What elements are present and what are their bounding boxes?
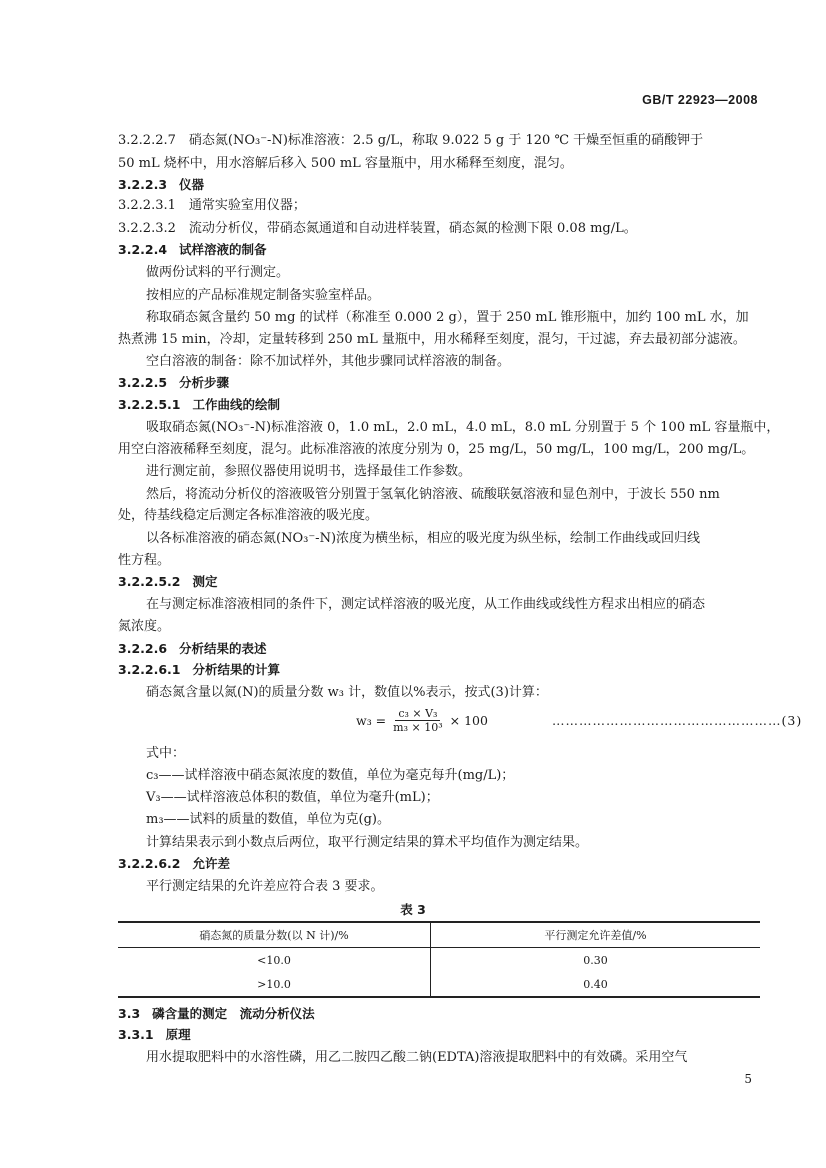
table-header-cell: 平行测定允许差值/%	[431, 922, 761, 948]
section-heading	[118, 1026, 758, 1044]
section-title: 原理	[165, 1027, 191, 1042]
section-number: 3.2.2.5	[118, 375, 168, 390]
section-heading	[118, 241, 758, 259]
section-number: 3.2.2.5.1	[118, 397, 181, 412]
section-title: 试样溶液的制备	[179, 242, 267, 257]
section-heading	[118, 640, 758, 658]
text-line: 式中：	[146, 746, 186, 761]
table-header-cell: 硝态氮的质量分数(以 N 计)/%	[118, 922, 431, 948]
text-line: 计算结果表示到小数点后两位，取平行测定结果的算术平均值作为测定结果。	[146, 835, 589, 850]
text-line: 3.2.2.3.1 通常实验室用仪器；	[118, 198, 306, 213]
equation-number: ……………………………………………(3)	[552, 713, 803, 728]
section-heading	[118, 573, 758, 591]
table-cell: 0.30	[583, 953, 608, 967]
text-line: 氮浓度。	[118, 619, 171, 634]
section-heading	[118, 1005, 758, 1023]
formula-tail: × 100	[449, 713, 488, 728]
text-line: 吸取硝态氮(NO₃⁻-N)标准溶液 0，1.0 mL，2.0 mL，4.0 mL，8.0 mL 分别置于 5 个 100 mL 容量瓶中，	[146, 420, 780, 435]
table-3	[118, 921, 760, 998]
text-line: 3.2.2.3.2 流动分析仪，带硝态氮通道和自动进样装置，硝态氮的检测下限 0.08 mg/L。	[118, 221, 637, 236]
text-line: 进行测定前，参照仪器使用说明书，选择最佳工作参数。	[146, 464, 472, 479]
section-title: 工作曲线的绘制	[192, 397, 280, 412]
text-line: 性方程。	[118, 553, 171, 568]
section-number: 3.3	[118, 1006, 141, 1021]
section-heading	[118, 396, 758, 414]
section-heading	[118, 855, 758, 873]
table-cell: 0.40	[431, 972, 761, 997]
table-caption: 表 3	[400, 902, 426, 917]
standard-number: GB/T 22923—2008	[642, 93, 758, 107]
page-number: 5	[744, 1072, 752, 1086]
text-line: 用水提取肥料中的水溶性磷，用乙二胺四乙酸二钠(EDTA)溶液提取肥料中的有效磷。采用空气	[146, 1050, 688, 1065]
section-number: 3.2.2.5.2	[118, 574, 181, 589]
section-title: 允许差	[192, 856, 230, 871]
table-cell: <10.0	[118, 948, 431, 973]
section-title: 仪器	[179, 177, 205, 192]
text-line: 用空白溶液稀释至刻度，混匀。此标准溶液的浓度分别为 0，25 mg/L，50 mg/L，100 mg/L，200 mg/L。	[118, 442, 755, 457]
text-line: 50 mL 烧杯中，用水溶解后移入 500 mL 容量瓶中，用水稀释至刻度，混匀。	[118, 156, 573, 171]
text-line: 在与测定标准溶液相同的条件下，测定试样溶液的吸光度，从工作曲线或线性方程求出相应的硝态	[146, 597, 706, 612]
text-line: 称取硝态氮含量约 50 mg 的试样（称准至 0.000 2 g），置于 250 mL 锥形瓶中，加约 100 mL 水，加	[146, 310, 749, 325]
text-line: 热煮沸 15 min，冷却，定量转移到 250 mL 量瓶中，用水稀释至刻度，混匀，干过滤，弃去最初部分滤液。	[118, 332, 746, 347]
section-title: 测定	[192, 574, 218, 589]
text-line: 以各标准溶液的硝态氮(NO₃⁻-N)浓度为横坐标，相应的吸光度为纵坐标，绘制工作曲线或回归线	[146, 531, 701, 546]
section-number: 3.2.2.6.2	[118, 856, 181, 871]
text-line: 空白溶液的制备：除不加试样外，其他步骤同试样溶液的制备。	[146, 354, 511, 369]
formula-numerator: c₃ × V₃	[395, 707, 440, 721]
text-line: 做两份试料的平行测定。	[146, 265, 290, 280]
section-number: 3.3.1	[118, 1027, 154, 1042]
text-line: c₃——试样溶液中硝态氮浓度的数值，单位为毫克每升(mg/L)；	[146, 768, 515, 783]
table-row	[118, 948, 760, 973]
formula-lhs: w₃ =	[356, 713, 387, 728]
section-heading	[118, 661, 758, 679]
text-line: V₃——试样溶液总体积的数值，单位为毫升(mL)；	[146, 790, 439, 805]
text-line: 按相应的产品标准规定制备实验室样品。	[146, 288, 381, 303]
text-line: 然后，将流动分析仪的溶液吸管分别置于氢氧化钠溶液、硫酸联氨溶液和显色剂中，于波长 550 nm	[146, 487, 720, 502]
section-title: 分析步骤	[179, 375, 230, 390]
section-title: 分析结果的计算	[192, 662, 280, 677]
text-line: 处，待基线稳定后测定各标准溶液的吸光度。	[118, 508, 379, 523]
section-number: 3.2.2.6.1	[118, 662, 181, 677]
section-number: 3.2.2.4	[118, 242, 168, 257]
section-title: 分析结果的表述	[179, 641, 267, 656]
table-header-row	[118, 922, 760, 948]
section-title: 磷含量的测定 流动分析仪法	[152, 1006, 315, 1021]
section-number: 3.2.2.6	[118, 641, 168, 656]
text-line: 3.2.2.2.7 硝态氮(NO₃⁻-N)标准溶液：2.5 g/L，称取 9.022 5 g 于 120 ℃ 干燥至恒重的硝酸钾于	[118, 133, 704, 148]
section-heading	[118, 374, 758, 392]
table-cell: >10.0	[118, 972, 431, 997]
table-row	[118, 972, 760, 997]
text-line: 平行测定结果的允许差应符合表 3 要求。	[146, 879, 384, 894]
section-number: 3.2.2.3	[118, 177, 168, 192]
formula-3	[356, 707, 488, 734]
formula-fraction	[390, 707, 445, 734]
section-heading	[118, 176, 758, 194]
text-line: 硝态氮含量以氮(N)的质量分数 w₃ 计，数值以%表示，按式(3)计算：	[146, 685, 548, 700]
formula-denominator: m₃ × 10³	[393, 721, 443, 734]
text-line: m₃——试料的质量的数值，单位为克(g)。	[146, 812, 391, 827]
